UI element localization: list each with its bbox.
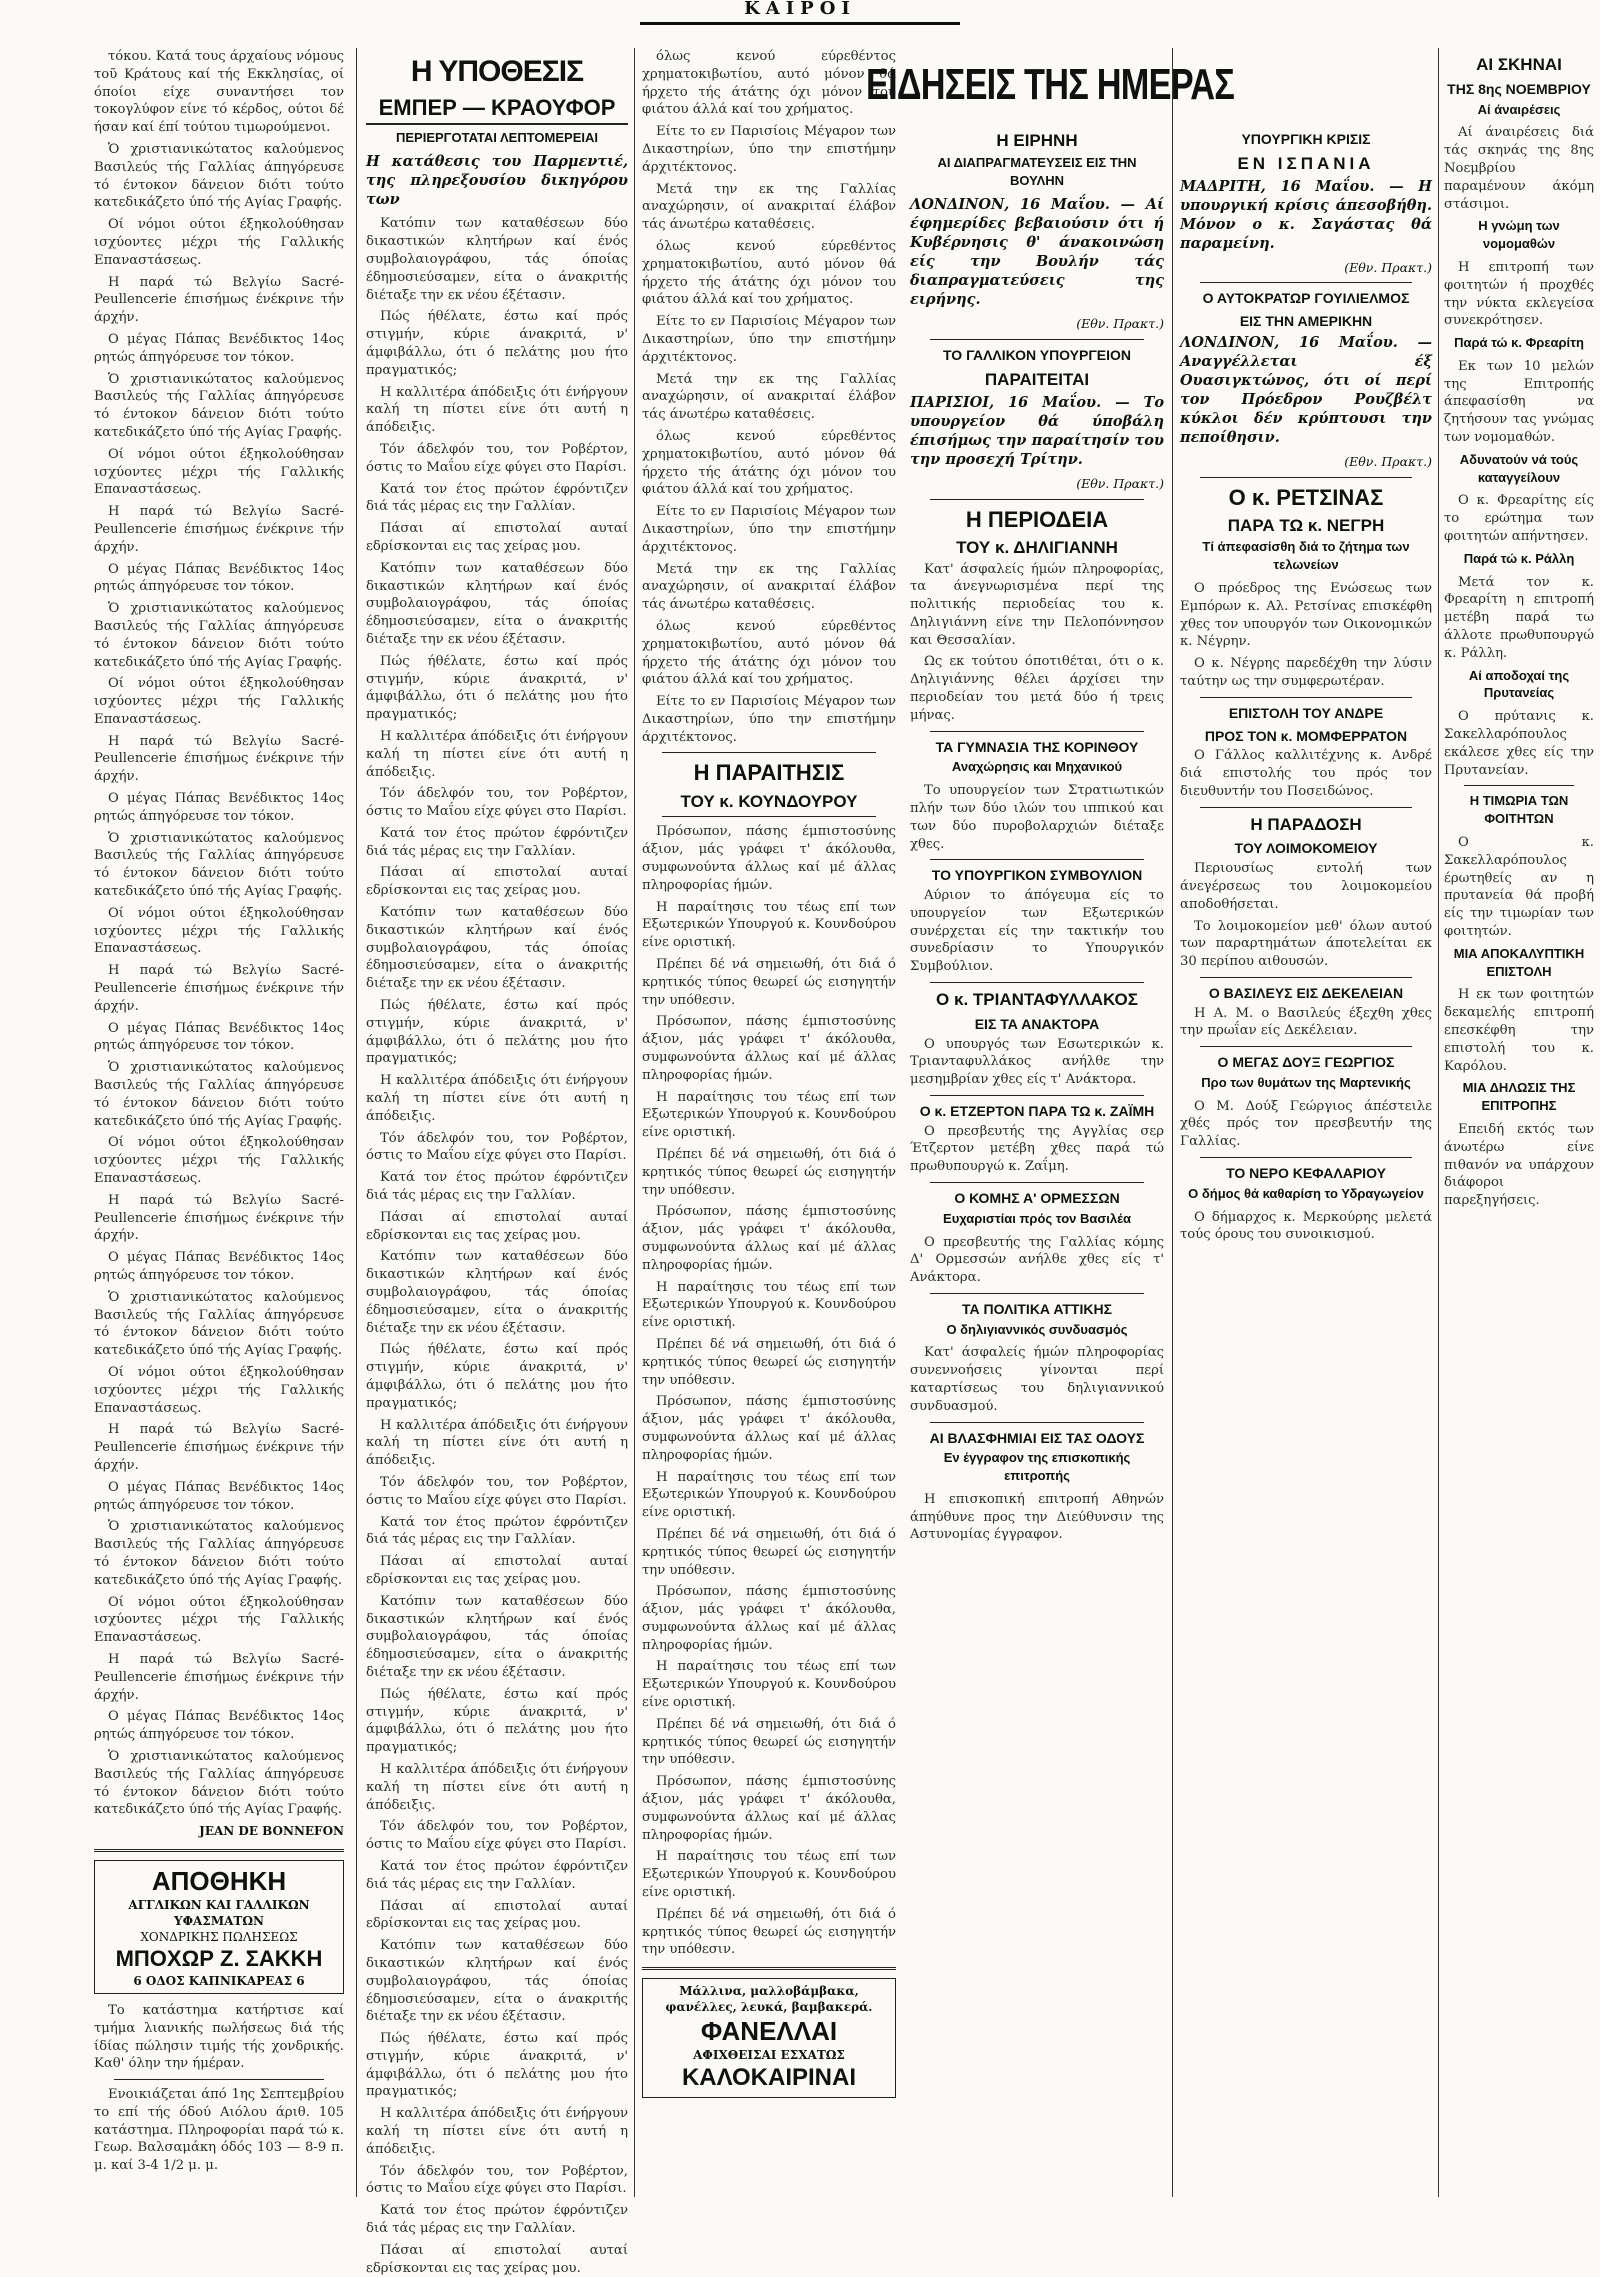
article-text: Ὁ χριστιανικώτατος καλούμενος Βασιλεύς τής Γαλλίας άπηγόρευσε τό έντοκον δάνειον διότι τούτο κατεδικάζετο ύπό τής Αγίας Γραφής. — [94, 371, 344, 440]
article-text: Επειδή εκτός των άνωτέρω είνε πιθανόν να υπάρχουν διάφοροι παρεξηγήσεις. — [1444, 1121, 1594, 1209]
article-text: Ο πρεσβευτής της Αγγλίας σερ Έτζερτον μετέβη χθες παρά τώ πρωθυπουργώ κ. Ζαΐμη. — [910, 1123, 1164, 1175]
divider — [930, 1182, 1144, 1183]
article-text: Κατά τον έτος πρώτον έφρόντιζεν διά τάς μέρας εις την Γαλλίαν. — [366, 1170, 628, 1204]
article-text: Το λοιμοκομείον μεθ' όλων αυτού των παραρτημάτων άποτελείται εκ 30 περίπου αιθουσών. — [1180, 918, 1432, 970]
lead-text: ΠΑΡΙΣΙΟΙ, 16 Μαΐου. — Το υπουργείον θά ύποβάλη έπισήμως την παραίτησίν του την προσεχή Τρίτην. — [910, 393, 1164, 468]
article-text: Πάσαι αί επιστολαί αυταί εδρίσκονται εις τας χείρας μου. — [366, 1554, 628, 1587]
divider — [930, 859, 1144, 860]
article-text: Πρέπει δέ νά σημειωθή, ότι διά ό κρητικός τύπος θεωρεί ώς εισηγητήν την υπόθεσιν. — [642, 1716, 896, 1768]
headline: Η ΕΙΡΗΝΗ — [996, 131, 1078, 150]
subheadline: Εν έγγραφον της επισκοπικής επιτροπής — [943, 1450, 1131, 1484]
column-rule — [1172, 48, 1173, 2197]
article-text: Οί νόμοι ούτοι έξηκολούθησαν ισχύοντες μέχρι τής Γαλλικής Επαναστάσεως. — [94, 217, 344, 268]
article-text: Τόν άδελφόν του, τον Ροβέρτον, όστις το Μαΐου είχε φύγει στο Παρίσι. — [366, 441, 628, 475]
divider — [1464, 785, 1574, 786]
notice-text: Ενοικιάζεται άπό 1ης Σεπτεμβρίου το επί τής όδού Αιόλου άριθ. 105 κατάστημα. Πληροφορίαι παρά τώ κ. Γεωρ. Βαλσαμάκη όδός 103 — 8-9 π. μ. καί 3-4 1/2 μ. μ. — [94, 2087, 344, 2174]
article-text: Τόν άδελφόν του, τον Ροβέρτον, όστις το Μαΐου είχε φύγει στο Παρίσι. — [366, 2163, 628, 2197]
ad-subtitle: ΑΦΙΧΘΕΙΣΑΙ ΕΣΧΑΤΩΣ — [693, 2048, 845, 2063]
ad-text: Το κατάστημα κατήρτισε καί τμήμα λιανικής πωλήσεως διά τής ίδίας πώλησιν τιμής τής χονδρικής. Καθ' όλην την ήμέραν. — [94, 2002, 344, 2072]
article-text: Ο δήμαρχος κ. Μερκούρης μελετά τούς όρους του συνοικισμού. — [1180, 1209, 1432, 1243]
article-text: Πάσαι αί επιστολαί αυταί εδρίσκονται εις τας χείρας μου. — [366, 1209, 628, 1243]
subheadline: Αί αποδοχαί της Πρυτανείας — [1468, 667, 1570, 701]
advertisement — [642, 1978, 896, 2098]
headline-2: ΠΑΡΑ ΤΩ κ. ΝΕΓΡΗ — [1227, 515, 1385, 535]
divider — [662, 752, 876, 753]
article-text: Πρέπει δέ νά σημειωθή, ότι διά ό κρητικός τύπος θεωρεί ώς εισηγητήν την υπόθεσιν. — [642, 1146, 896, 1198]
article-text: Η επισκοπική επιτροπή Αθηνών άπηύθυνε προς την Διεύθυνσιν της Αστυνομίας έγγραφον. — [910, 1491, 1164, 1543]
headline: ΑΙ ΒΛΑΣΦΗΜΙΑΙ ΕΙΣ ΤΑΣ ΟΔΟΥΣ — [929, 1429, 1145, 1446]
headline: Ο ΚΟΜΗΣ Α' ΟΡΜΕΣΣΩΝ — [954, 1190, 1120, 1207]
column-4 — [910, 124, 1164, 2197]
article-text: Πάσαι αί επιστολαί αυταί εδρίσκονται εις τας χείρας μου. — [366, 2242, 628, 2276]
divider — [1200, 977, 1412, 978]
column-rule — [1438, 48, 1439, 2197]
divider — [642, 1967, 896, 1970]
article-text: Πρόσωπον, πάσης έμπιστοσύνης άξιον, μάς γράφει τ' άκόλουθα, συμφωνούντα άλλως καί μέ άλλας πληροφορίας ήμών. — [642, 824, 896, 893]
headline-2: ΠΡΟΣ ΤΟΝ κ. ΜΟΜΦΕΡΡΑΤΟΝ — [1204, 727, 1408, 744]
headline: Ο κ. ΕΤΖΕΡΤΟΝ ΠΑΡΑ ΤΩ κ. ΖΑΪΜΗ — [919, 1102, 1155, 1119]
article-text: Ὁ χριστιανικώτατος καλούμενος Βασιλεύς τής Γαλλίας άπηγόρευσε τό έντοκον δάνειον διότι τούτο κατεδικάζετο ύπό τής Αγίας Γραφής. — [94, 141, 344, 211]
article-text: Κατά τον έτος πρώτον έφρόντιζεν διά τάς μέρας εις την Γαλλίαν. — [366, 2203, 628, 2237]
article-text: Εκ των 10 μελών της Επιτροπής άπεφασίσθη να ζητήσουν τας γνώμας των νομομαθών. — [1444, 358, 1594, 446]
source: (Εθν. Πρακτ.) — [1344, 259, 1432, 275]
headline: ΤΟ ΝΕΡΟ ΚΕΦΑΛΑΡΙΟΥ — [1226, 1165, 1386, 1182]
column-3 — [642, 48, 896, 2197]
article-text: Ο κ. Φρεαρίτης είς το ερώτημα των φοιτητών απήντησεν. — [1444, 493, 1594, 545]
subheadline: ΜΙΑ ΑΠΟΚΑΛΥΠΤΙΚΗ ΕΠΙΣΤΟΛΗ — [1453, 945, 1585, 979]
headline: Η ΠΑΡΑΙΤΗΣΙΣ — [693, 760, 845, 786]
article-text: Μετά την εκ της Γαλλίας αναχώρησιν, οί ανακριταί έλάβον τάς άνωτέρω καταθέσεις. — [642, 561, 896, 613]
ad-subtitle: ΑΓΓΛΙΚΩΝ ΚΑΙ ΓΑΛΛΙΚΩΝ ΥΦΑΣΜΑΤΩΝ — [128, 1897, 310, 1928]
article-text: Μετά την εκ της Γαλλίας αναχώρησιν, οί ανακριταί έλάβον τάς άνωτέρω καταθέσεις. — [642, 371, 896, 423]
headline-2: ΕΙΣ ΤΗΝ ΑΜΕΡΙΚΗΝ — [1239, 313, 1373, 330]
article-text: Τόν άδελφόν του, τον Ροβέρτον, όστις το Μαΐου είχε φύγει στο Παρίσι. — [366, 1474, 628, 1508]
article-text: όλως κενού εύρεθέντος χρηματοκιβωτίου, αυτό μόνον θά ήρχετο τής άτάτης όχι μόνον του φιάτου άλλά καί του χρήματος. — [642, 618, 896, 688]
article-text: Ὁ χριστιανικώτατος καλούμενος Βασιλεύς τής Γαλλίας άπηγόρευσε τό έντοκον δάνειον διότι τούτο κατεδικάζετο ύπό τής Αγίας Γραφής. — [94, 1748, 344, 1818]
lead-text: ΛΟΝΔΙΝΟΝ, 16 Μαΐου. — Αναγγέλλεται έξ Ουασιγκτώνος, ότι οί περί τον Πρόεδρον Ρουζβέλτ κύκλοι δέν κρύπτουσι την πεποίθησιν. — [1180, 333, 1432, 446]
article-text: Κατά τον έτος πρώτον έφρόντιζεν διά τάς μέρας εις την Γαλλίαν. — [366, 1858, 628, 1892]
headline-2: ΤΗΣ 8ης ΝΟΕΜΒΡΙΟΥ — [1447, 80, 1591, 97]
headline-2: ΤΟΥ κ. ΔΗΛΙΓΙΑΝΝΗ — [956, 537, 1118, 557]
subheadline: Τί άπεφασίσθη διά το ζήτημα των τελωνείων — [1202, 539, 1410, 573]
article-text: Τόν άδελφόν του, τον Ροβέρτον, όστις το Μαΐου είχε φύγει στο Παρίσι. — [366, 1130, 628, 1164]
article-text: Είτε το εν Παρισίοις Μέγαρον των Δικαστηρίων, ύπο την επιστήμην άρχιτέκτονος. — [642, 124, 896, 175]
ad-title: ΑΠΟΘΗΚΗ — [151, 1865, 287, 1896]
divider — [930, 1422, 1144, 1423]
divider — [930, 1095, 1144, 1096]
article-text: Πώς ήθέλατε, έστω καί πρός στιγμήν, κύριε άνακριτά, ν' άμφιβάλλω, ότι ό πελάτης μου ήτο πραγματικός; — [366, 998, 628, 1067]
ad-big-text: ΚΑΛΟΚΑΙΡΙΝΑΙ — [681, 2064, 857, 2092]
source: (Εθν. Πρακτ.) — [1076, 316, 1164, 332]
headline: Η ΠΕΡΙΟΔΕΙΑ — [965, 506, 1109, 532]
article-text: Μετά τον κ. Φρεαρίτη η επιτροπή μετέβη παρά τω άλλοτε πρωθυπουργώ κ. Ράλλη. — [1444, 574, 1594, 661]
ad-name: ΜΠΟΧΩΡ Ζ. ΣΑΚΚΗ — [115, 1945, 323, 1971]
article-text: Τόν άδελφόν του, τον Ροβέρτον, όστις το Μαΐου είχε φύγει στο Παρίσι. — [366, 786, 628, 820]
article-text: Πρέπει δέ νά σημειωθή, ότι διά ό κρητικός τύπος θεωρεί ώς εισηγητήν την υπόθεσιν. — [642, 957, 896, 1008]
article-text: Ο μέγας Πάπας Βενέδικτος 14ος ρητώς άπηγόρευσε τον τόκον. — [94, 1250, 344, 1283]
article-text: Κατόπιν των καταθέσεων δύο δικαστικών κλητήρων καί ένός συμβολαιογράφου, τάς όποίας έδημοσιεύσαμεν, είτα ο άνακριτής διέταξε την εκ νέου έξέτασιν. — [366, 1938, 628, 2025]
headline-2: ΕΜΠΕΡ — ΚΡΑΟΥΦΟΡ — [366, 96, 628, 125]
article-text: Η παρά τώ Βελγίω Sacré-Peullencerie έπισήμως ένέκρινε τήν άρχήν. — [94, 504, 344, 555]
headline: Ο ΑΥΤΟΚΡΑΤΩΡ ΓΟΥΙΛΙΕΛΜΟΣ — [1202, 290, 1410, 307]
signature: JEAN DE BONNEFON — [199, 1824, 344, 1839]
article-text: Ὁ χριστιανικώτατος καλούμενος Βασιλεύς τής Γαλλίας άπηγόρευσε τό έντοκον δάνειον διότι τούτο κατεδικάζετο ύπό τής Αγίας Γραφής. — [94, 1060, 344, 1129]
divider — [94, 1849, 344, 1852]
article-text: Ο μέγας Πάπας Βενέδικτος 14ος ρητώς άπηγόρευσε τον τόκον. — [94, 791, 344, 824]
headline: ΕΠΙΣΤΟΛΗ ΤΟΥ ΑΝΔΡΕ — [1228, 704, 1384, 721]
headline-2: ΕΝ ΙΣΠΑΝΙΑ — [1237, 153, 1375, 173]
subheadline: Η ΤΙΜΩΡΙΑ ΤΩΝ ΦΟΙΤΗΤΩΝ — [1469, 793, 1569, 827]
article-text: Ο Μ. Δούξ Γεώργιος άπέστειλε χθές πρός τον πρεσβευτήν της Γαλλίας. — [1180, 1098, 1432, 1150]
article-text: Ὁ χριστιανικώτατος καλούμενος Βασιλεύς τής Γαλλίας άπηγόρευσε τό έντοκον δάνειον διότι τούτο κατεδικάζετο ύπό τής Αγίας Γραφής. — [94, 830, 344, 900]
column-rule — [634, 48, 635, 2197]
divider — [114, 2079, 324, 2080]
headline-2: ΤΟΥ ΛΟΙΜΟΚΟΜΕΙΟΥ — [1234, 840, 1378, 857]
article-text: Πρόσωπον, πάσης έμπιστοσύνης άξιον, μάς γράφει τ' άκόλουθα, συμφωνούντα άλλως καί μέ άλλας πληροφορίας ήμών. — [642, 1394, 896, 1463]
article-text: Οί νόμοι ούτοι έξηκολούθησαν ισχύοντες μέχρι τής Γαλλικής Επαναστάσεως. — [94, 1594, 344, 1646]
lead-text: ΛΟΝΔΙΝΟΝ, 16 Μαΐου. — Αί έφημερίδες βεβαιούσιν ότι ή Κυβέρνησις θ' άνακοινώση είς την Βουλήν τάς διαπραγματεύσεις της ειρήνης. — [910, 196, 1164, 309]
advertisement — [94, 1860, 344, 1994]
article-text: όλως κενού εύρεθέντος χρηματοκιβωτίου, αυτό μόνον θά ήρχετο τής άτάτης όχι μόνον του φιάτου άλλά καί του χρήματος. — [642, 428, 896, 498]
headline: Ο ΜΕΓΑΣ ΔΟΥΞ ΓΕΩΡΓΙΟΣ — [1217, 1054, 1395, 1071]
article-text: Ο υπουργός των Εσωτερικών κ. Τριανταφυλλάκος ανήλθε την μεσημβρίαν χθες είς τ' Ανάκτορα. — [910, 1036, 1164, 1088]
subheadline: Αναχώρησις και Μηχανικού — [951, 759, 1123, 775]
article-text: Κατόπιν των καταθέσεων δύο δικαστικών κλητήρων καί ένός συμβολαιογράφου, τάς όποίας έδημοσιεύσαμεν, είτα ο άνακριτής διέταξε την εκ νέου έξέτασιν. — [366, 905, 628, 992]
column-1 — [94, 48, 344, 2197]
ad-text: Μάλλινα, μαλλοβάμβακα, φανέλλες, λευκά, βαμβακερά. — [665, 1984, 873, 2015]
article-text: Ως εκ τούτου όποτιθέται, ότι ο κ. Δηλιγιάννης θέλει άρχίσει την περιοδείαν του μετά δύο ή τρεις μήνας. — [910, 654, 1164, 723]
article-text: Ο μέγας Πάπας Βενέδικτος 14ος ρητώς άπηγόρευσε τον τόκον. — [94, 1479, 344, 1513]
article-text: Η παρά τώ Βελγίω Sacré-Peullencerie έπισήμως ένέκρινε τήν άρχήν. — [94, 733, 344, 785]
masthead: ΚΑΙΡΟΙ — [640, 0, 960, 25]
article-text: Τόν άδελφόν του, τον Ροβέρτον, όστις το Μαΐου είχε φύγει στο Παρίσι. — [366, 1819, 628, 1853]
article-text: Η καλλιτέρα άπόδειξις ότι ένήργουν καλή τη πίστει είνε ότι αυτή η άπόδειξις. — [366, 1417, 628, 1469]
subheadline: ΠΕΡΙΕΡΓΟΤΑΤΑΙ ΛΕΠΤΟΜΕΡΕΙΑΙ — [395, 129, 598, 145]
article-text: Η παραίτησις του τέως επί των Εξωτερικών Υπουργού κ. Κουνδούρου είνε οριστική. — [642, 1279, 896, 1331]
article-text: Πάσαι αί επιστολαί αυταί εδρίσκονται εις τας χείρας μου. — [366, 1898, 628, 1932]
ad-subtitle-2: ΧΟΝΔΡΙΚΗΣ ΠΩΛΗΣΕΩΣ — [140, 1929, 298, 1944]
subheadline: Παρά τώ κ. Ράλλη — [1463, 550, 1575, 566]
article-text: Οί νόμοι ούτοι έξηκολούθησαν ισχύοντες μέχρι τής Γαλλικής Επαναστάσεως. — [94, 446, 344, 498]
article-text: τόκου. Κατά τους άρχαίους νόμους τοῦ Κράτους καί τής Εκκλησίας, οί όποίοι είχε συναντήσει τον τοκογλύφον είνε τό κέρδος, ούτοι δέ ήσαν καί έπί τούτου τιμωρούμενοι. — [94, 49, 344, 136]
article-text: Περιουσίως εντολή των άνεγέρσεως του λοιμοκομείου αποδοθήσεται. — [1180, 861, 1432, 912]
article-text: Η παραίτησις του τέως επί των Εξωτερικών Υπουργού κ. Κουνδούρου είνε οριστική. — [642, 1089, 896, 1141]
article-text: Η καλλιτέρα άπόδειξις ότι ένήργουν καλή τη πίστει είνε ότι αυτή η άπόδειξις. — [366, 384, 628, 436]
article-text: Ο μέγας Πάπας Βενέδικτος 14ος ρητώς άπηγόρευσε τον τόκον. — [94, 1020, 344, 1054]
article-text: Ο πρεσβευτής της Γαλλίας κόμης Δ' Ορμεσσών ανήλθε χθες είς τ' Ανάκτορα. — [910, 1234, 1164, 1286]
article-text: Ο μέγας Πάπας Βενέδικτος 14ος ρητώς άπηγόρευσε τον τόκον. — [94, 331, 344, 365]
article-text: Ὁ χριστιανικώτατος καλούμενος Βασιλεύς τής Γαλλίας άπηγόρευσε τό έντοκον δάνειον διότι τούτο κατεδικάζετο ύπό τής Αγίας Γραφής. — [94, 1519, 344, 1588]
divider — [662, 816, 876, 817]
article-text: Η παρά τώ Βελγίω Sacré-Peullencerie έπισήμως ένέκρινε τήν άρχήν. — [94, 963, 344, 1014]
headline: Η ΠΑΡΑΔΟΣΗ — [1250, 814, 1362, 834]
article-text: Πάσαι αί επιστολαί αυταί εδρίσκονται εις τας χείρας μου. — [366, 865, 628, 899]
subheadline: Ο δηλιγιαννικός συνδυασμός — [946, 1321, 1128, 1337]
subheadline: Ευχαριστίαι πρός τον Βασιλέα — [943, 1210, 1131, 1226]
subheadline: ΑΙ ΔΙΑΠΡΑΓΜΑΤΕΥΣΕΙΣ ΕΙΣ ΤΗΝ ΒΟΥΛΗΝ — [937, 154, 1137, 188]
article-text: Ὁ χριστιανικώτατος καλούμενος Βασιλεύς τής Γαλλίας άπηγόρευσε τό έντοκον δάνειον διότι τούτο κατεδικάζετο ύπό τής Αγίας Γραφής. — [94, 1289, 344, 1359]
divider — [1200, 697, 1412, 698]
headline: ΤΑ ΠΟΛΙΤΙΚΑ ΑΤΤΙΚΗΣ — [962, 1300, 1112, 1317]
article-text: Πώς ήθέλατε, έστω καί πρός στιγμήν, κύριε άνακριτά, ν' άμφιβάλλω, ότι ό πελάτης μου ήτο πραγματικός; — [366, 653, 628, 723]
article-text: Οί νόμοι ούτοι έξηκολούθησαν ισχύοντες μέχρι τής Γαλλικής Επαναστάσεως. — [94, 1364, 344, 1416]
article-text: Πώς ήθέλατε, έστω καί πρός στιγμήν, κύριε άνακριτά, ν' άμφιβάλλω, ότι ό πελάτης μου ήτο πραγματικός; — [366, 309, 628, 378]
article-text: Ο κ. Σακελλαρόπουλος έρωτηθείς αν η πρυτανεία θά προβή είς την τιμωρίαν των φοιτητών. — [1444, 835, 1594, 939]
article-text: Πάσαι αί επιστολαί αυταί εδρίσκονται εις τας χείρας μου. — [366, 521, 628, 554]
article-text: Κατόπιν των καταθέσεων δύο δικαστικών κλητήρων καί ένός συμβολαιογράφου, τάς όποίας έδημοσιεύσαμεν, είτα ο άνακριτής διέταξε την εκ νέου έξέτασιν. — [366, 216, 628, 303]
article-text: Πώς ήθέλατε, έστω καί πρός στιγμήν, κύριε άνακριτά, ν' άμφιβάλλω, ότι ό πελάτης μου ήτο πραγματικός; — [366, 2031, 628, 2100]
article-text: Αί άναιρέσεις διά τάς σκηνάς της 8ης Νοεμβρίου παραμένουν άκόμη στάσιμοι. — [1444, 125, 1594, 212]
divider — [1200, 1157, 1412, 1158]
article-text: Η εκ των φοιτητών δεκαμελής επιτροπή επεσκέφθη την επιστολή του κ. Καρόλου. — [1444, 987, 1594, 1074]
ad-title: ΦΑΝΕΛΛΑΙ — [700, 2016, 838, 2047]
divider — [930, 982, 1144, 983]
article-text: Πώς ήθέλατε, έστω καί πρός στιγμήν, κύριε άνακριτά, ν' άμφιβάλλω, ότι ό πελάτης μου ήτο πραγματικός; — [366, 1342, 628, 1411]
article-text: Οί νόμοι ούτοι έξηκολούθησαν ισχύοντες μέχρι τής Γαλλικής Επαναστάσεως. — [94, 905, 344, 957]
article-text: Κατά τον έτος πρώτον έφρόντιζεν διά τάς μέρας εις την Γαλλίαν. — [366, 481, 628, 515]
article-text: Κατ' άσφαλείς ήμών πληροφορίας, τα άνεγνωρισμένα περί της πολιτικής περιοδείας του κ. Δηλιγιάννη είνε την Πελοπόννησον και Θεσσαλίαν. — [910, 561, 1164, 648]
subheadline: Ο δήμος θά καθαρίση το Υδραγωγείον — [1188, 1185, 1424, 1201]
divider — [930, 731, 1144, 732]
divider — [930, 499, 1144, 500]
headline: ΥΠΟΥΡΓΙΚΗ ΚΡΙΣΙΣ — [1241, 131, 1371, 147]
front-title: ΕΙΔΗΣΕΙΣ ΤΗΣ ΗΜΕΡΑΣ — [866, 60, 1235, 109]
headline-2: ΠΑΡΑΙΤΕΙΤΑΙ — [984, 369, 1090, 389]
headline: Ο ΒΑΣΙΛΕΥΣ ΕΙΣ ΔΕΚΕΛΕΙΑΝ — [1208, 984, 1404, 1001]
article-text: όλως κενού εύρεθέντος χρηματοκιβωτίου, αυτό μόνον θά ήρχετο τής άτάτης όχι μόνον του φιάτου άλλά καί του χρήματος. — [642, 238, 896, 308]
source: (Εθν. Πρακτ.) — [1344, 453, 1432, 469]
article-text: Πρόσωπον, πάσης έμπιστοσύνης άξιον, μάς γράφει τ' άκόλουθα, συμφωνούντα άλλως καί μέ άλλας πληροφορίας ήμών. — [642, 1014, 896, 1083]
divider — [1200, 477, 1412, 478]
headline: ΤΟ ΥΠΟΥΡΓΙΚΟΝ ΣΥΜΒΟΥΛΙΟΝ — [931, 867, 1143, 884]
headline-2: ΤΟΥ κ. ΚΟΥΝΔΟΥΡΟΥ — [680, 791, 858, 811]
subheadline: ΜΙΑ ΔΗΛΩΣΙΣ ΤΗΣ ΕΠΙΤΡΟΠΗΣ — [1462, 1080, 1576, 1114]
article-text: Είτε το εν Παρισίοις Μέγαρον των Δικαστηρίων, ύπο την επιστήμην άρχιτέκτονος. — [642, 504, 896, 555]
article-text: Η παραίτησις του τέως επί των Εξωτερικών Υπουργού κ. Κουνδούρου είνε οριστική. — [642, 1659, 896, 1711]
divider — [930, 339, 1144, 340]
article-text: Το υπουργείον των Στρατιωτικών πλήν των δύο ιλών του ιππικού και των δύο πυροβολαρχιών διέταξε χθες. — [910, 783, 1164, 852]
article-text: Η παραίτησις του τέως επί των Εξωτερικών Υπουργού κ. Κουνδούρου είνε οριστική. — [642, 899, 896, 951]
article-text: Οί νόμοι ούτοι έξηκολούθησαν ισχύοντες μέχρι τής Γαλλικής Επαναστάσεως. — [94, 676, 344, 727]
divider — [1200, 1046, 1412, 1047]
article-text: Πρέπει δέ νά σημειωθή, ότι διά ό κρητικός τύπος θεωρεί ώς εισηγητήν την υπόθεσιν. — [642, 1336, 896, 1388]
ad-address: 6 ΟΔΟΣ ΚΑΠΝΙΚΑΡΕΑΣ 6 — [133, 1973, 305, 1988]
article-text: Η επιτροπή των φοιτητών ή προχθές την νύκτα εκλεγείσα συνεκρότησεν. — [1444, 259, 1594, 329]
article-text: Κατά τον έτος πρώτον έφρόντιζεν διά τάς μέρας εις την Γαλλίαν. — [366, 1514, 628, 1548]
article-text: Ο πρύτανις κ. Σακελλαρόπουλος εκάλεσε χθες είς την Πρυτανείαν. — [1444, 709, 1594, 778]
article-text: όλως κενού εύρεθέντος χρηματοκιβωτίου, αυτό μόνον θά ήρχετο τής άτάτης όχι μόνον του φιάτου άλλά καί του χρήματος. — [642, 49, 896, 118]
article-text: Ο κ. Νέγρης παρεδέχθη την λύσιν ταύτην ως την συμφερωτέραν. — [1180, 656, 1432, 690]
article-text: Κατά τον έτος πρώτον έφρόντιζεν διά τάς μέρας εις την Γαλλίαν. — [366, 825, 628, 859]
column-6 — [1444, 48, 1594, 2197]
article-text: Είτε το εν Παρισίοις Μέγαρον των Δικαστηρίων, ύπο την επιστήμην άρχιτέκτονος. — [642, 314, 896, 365]
article-text: Κατόπιν των καταθέσεων δύο δικαστικών κλητήρων καί ένός συμβολαιογράφου, τάς όποίας έδημοσιεύσαμεν, είτα ο άνακριτής διέταξε την εκ νέου έξέτασιν. — [366, 1249, 628, 1336]
article-text: Η παραίτησις του τέως επί των Εξωτερικών Υπουργού κ. Κουνδούρου είνε οριστική. — [642, 1849, 896, 1901]
article-text: Πρόσωπον, πάσης έμπιστοσύνης άξιον, μάς γράφει τ' άκόλουθα, συμφωνούντα άλλως καί μέ άλλας πληροφορίας ήμών. — [642, 1584, 896, 1653]
article-text: Κατ' άσφαλείς ήμών πληροφορίας συνεννοήσεις γίνονται περί καταρτίσεως του δηλιγιαννικού συνδυασμού. — [910, 1345, 1164, 1414]
article-text: Ο Γάλλος καλλιτέχνης κ. Ανδρέ διά επιστολής του πρός τον διευθυντήν του Ποσειδώνος. — [1180, 748, 1432, 799]
source: (Εθν. Πρακτ.) — [1076, 475, 1164, 491]
column-2 — [366, 48, 628, 2276]
headline: ΤΟ ΓΑΛΛΙΚΟΝ ΥΠΟΥΡΓΕΙΟΝ — [942, 347, 1131, 364]
article-text: Η καλλιτέρα άπόδειξις ότι ένήργουν καλή τη πίστει είνε ότι αυτή η άπόδειξις. — [366, 1761, 628, 1813]
article-text: Πρόσωπον, πάσης έμπιστοσύνης άξιον, μάς γράφει τ' άκόλουθα, συμφωνούντα άλλως καί μέ άλλας πληροφορίας ήμών. — [642, 1774, 896, 1843]
lead-text: Η κατάθεσις του Παρμεντιέ, της πληρεξουσίου δικηγόρου των — [366, 153, 628, 209]
article-text: Πρέπει δέ νά σημειωθή, ότι διά ό κρητικός τύπος θεωρεί ώς εισηγητήν την υπόθεσιν. — [642, 1526, 896, 1578]
article-text: Ο μέγας Πάπας Βενέδικτος 14ος ρητώς άπηγόρευσε τον τόκον. — [94, 561, 344, 595]
article-text: Η καλλιτέρα άπόδειξις ότι ένήργουν καλή τη πίστει είνε ότι αυτή η άπόδειξις. — [366, 728, 628, 780]
article-text: Κατόπιν των καταθέσεων δύο δικαστικών κλητήρων καί ένός συμβολαιογράφου, τάς όποίας έδημοσιεύσαμεν, είτα ο άνακριτής διέταξε την εκ νέου έξέτασιν. — [366, 1593, 628, 1680]
article-text: Η παρά τώ Βελγίω Sacré-Peullencerie έπισήμως ένέκρινε τήν άρχήν. — [94, 1192, 344, 1244]
article-text: Είτε το εν Παρισίοις Μέγαρον των Δικαστηρίων, ύπο την επιστήμην άρχιτέκτονος. — [642, 694, 896, 745]
article-text: Η παρά τώ Βελγίω Sacré-Peullencerie έπισήμως ένέκρινε τήν άρχήν. — [94, 1651, 344, 1703]
article-text: Κατόπιν των καταθέσεων δύο δικαστικών κλητήρων καί ένός συμβολαιογράφου, τάς όποίας έδημοσιεύσαμεν, είτα ο άνακριτής διέταξε την εκ νέου έξέτασιν. — [366, 560, 628, 647]
divider — [1200, 282, 1412, 283]
article-text: Η παρά τώ Βελγίω Sacré-Peullencerie έπισήμως ένέκρινε τήν άρχήν. — [94, 274, 344, 326]
article-text: Η Α. Μ. ο Βασιλεύς έξεχθη χθες την πρωΐαν είς Δεκέλειαν. — [1180, 1005, 1432, 1039]
headline: Η ΥΠΟΘΕΣΙΣ — [410, 55, 584, 88]
subheadline: Αδυνατούν νά τούς καταγγείλουν — [1459, 451, 1579, 485]
divider — [930, 1293, 1144, 1294]
article-text: Η καλλιτέρα άπόδειξις ότι ένήργουν καλή τη πίστει είνε ότι αυτή η άπόδειξις. — [366, 2106, 628, 2157]
headline: Ο κ. ΡΕΤΣΙΝΑΣ — [1228, 484, 1384, 510]
article-text: Η καλλιτέρα άπόδειξις ότι ένήργουν καλή τη πίστει είνε ότι αυτή η άπόδειξις. — [366, 1073, 628, 1124]
article-text: Πώς ήθέλατε, έστω καί πρός στιγμήν, κύριε άνακριτά, ν' άμφιβάλλω, ότι ό πελάτης μου ήτο πραγματικός; — [366, 1686, 628, 1756]
divider — [1200, 807, 1412, 808]
lead-text: ΜΑΔΡΙΤΗ, 16 Μαΐου. — Η υπουργική κρίσις άπεσοβήθη. Μόνον ο κ. Σαγάστας θά παραμείνη. — [1180, 177, 1432, 252]
headline: ΑΙ ΣΚΗΝΑΙ — [1476, 55, 1562, 74]
article-text: Ὁ χριστιανικώτατος καλούμενος Βασιλεύς τής Γαλλίας άπηγόρευσε τό έντοκον δάνειον διότι τούτο κατεδικάζετο ύπό τής Αγίας Γραφής. — [94, 601, 344, 670]
article-text: Ο πρόεδρος της Ενώσεως των Εμπόρων κ. Αλ. Ρετσίνας επισκέφθη χθες τον υπουργόν των Οικονομικών κ. Νέγρην. — [1180, 581, 1432, 650]
article-text: Αύριον το άπόγευμα είς το υπουργείον των Εξωτερικών συνέρχεται είς την τακτικήν του συνεδρίασιν το Υπουργικόν Συμβούλιον. — [910, 888, 1164, 975]
article-text: Η παρά τώ Βελγίω Sacré-Peullencerie έπισήμως ένέκρινε τήν άρχήν. — [94, 1422, 344, 1473]
headline-2: ΕΙΣ ΤΑ ΑΝΑΚΤΟΡΑ — [974, 1015, 1100, 1032]
article-text: Πρόσωπον, πάσης έμπιστοσύνης άξιον, μάς γράφει τ' άκόλουθα, συμφωνούντα άλλως καί μέ άλλας πληροφορίας ήμών. — [642, 1204, 896, 1273]
article-text: Μετά την εκ της Γαλλίας αναχώρησιν, οί ανακριταί έλάβον τάς άνωτέρω καταθέσεις. — [642, 181, 896, 233]
column-rule — [356, 48, 357, 2197]
article-text: Πρέπει δέ νά σημειωθή, ότι διά ό κρητικός τύπος θεωρεί ώς εισηγητήν την υπόθεσιν. — [642, 1906, 896, 1958]
headline: Ο κ. ΤΡΙΑΝΤΑΦΥΛΛΑΚΟΣ — [936, 990, 1138, 1010]
subheadline: Η γνώμη των νομομαθών — [1478, 218, 1560, 252]
headline: ΤΑ ΓΥΜΝΑΣΙΑ ΤΗΣ ΚΟΡΙΝΘΟΥ — [935, 738, 1139, 755]
article-text: Οί νόμοι ούτοι έξηκολούθησαν ισχύοντες μέχρι τής Γαλλικής Επαναστάσεως. — [94, 1135, 344, 1187]
column-5 — [1180, 124, 1432, 2197]
subheadline: Παρά τώ κ. Φρεαρίτη — [1454, 335, 1584, 351]
article-text: Ο μέγας Πάπας Βενέδικτος 14ος ρητώς άπηγόρευσε τον τόκον. — [94, 1709, 344, 1743]
article-text: Η παραίτησις του τέως επί των Εξωτερικών Υπουργού κ. Κουνδούρου είνε οριστική. — [642, 1469, 896, 1521]
subheadline: Αί άναιρέσεις — [1477, 101, 1561, 117]
subheadline: Προ των θυμάτων της Μαρτενικής — [1201, 1074, 1411, 1090]
